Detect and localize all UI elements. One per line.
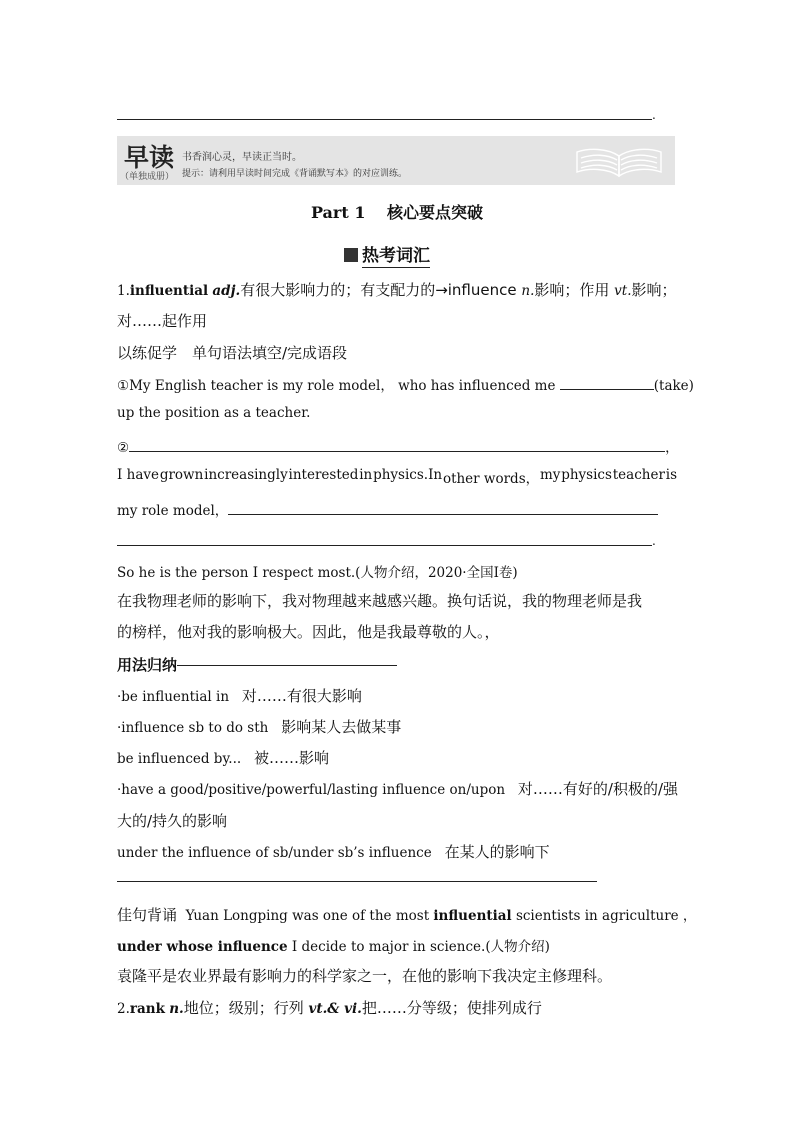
exercise-1-blank[interactable]	[560, 389, 654, 390]
exercise-2-line-2: my role model，	[117, 499, 677, 519]
exercise-1: ①My English teacher is my role model， who has influenced me (take)	[117, 378, 694, 394]
usage-item: be influenced by... 被……影响	[117, 749, 330, 767]
usage-item: ·have a good/positive/powerful/lasting influence on/upon 对……有好的/积极的/强	[117, 780, 679, 798]
exercise-2-blank-3-dot: .	[652, 534, 656, 548]
exercise-2-blank-2[interactable]	[228, 514, 658, 515]
section-title: 热考词汇	[344, 241, 430, 266]
usage-item: ·influence sb to do sth 影响某人去做某事	[117, 718, 402, 736]
banner-line-2: 提示：请利用早读时间完成《背诵默写本》的对应训练。	[182, 169, 408, 179]
entry-1-word: influential	[129, 283, 209, 299]
exercise-2-blank-1[interactable]	[129, 451, 665, 452]
usage-title-rule	[177, 665, 397, 666]
top-rule-dot: .	[652, 108, 656, 122]
exercise-2: ② ，	[117, 440, 679, 456]
entry-2-word: rank	[129, 1001, 165, 1017]
exercise-2-blank-3[interactable]	[117, 545, 652, 546]
usage-item-cont: 大的/持久的影响	[117, 812, 228, 830]
early-reading-banner	[117, 136, 675, 185]
page-heading: Part 1 核心要点突破	[310, 203, 484, 222]
usage-title: 用法归纳	[117, 654, 677, 675]
entry-1-definition-cont: 对……起作用	[117, 312, 208, 330]
usage-end-rule	[117, 881, 597, 882]
exercise-2-sentence: I have grown increasingly interested in physics.In other words， my physics teacher is	[117, 467, 677, 487]
exercise-2-source: So he is the person I respect most.(人物介绍，2020·全国Ⅰ卷)	[117, 565, 518, 581]
banner-title: 早读	[124, 143, 175, 172]
section-marker-icon	[344, 248, 358, 262]
banner-subtitle: （单独成册）	[120, 172, 175, 182]
jiaju-translation: 袁隆平是农业界最有影响力的科学家之一，在他的影响下我决定主修理科。	[117, 967, 613, 985]
practice-title: 以练促学 单句语法填空/完成语段	[117, 344, 348, 362]
jiaju-line-1: 佳句背诵 Yuan Longping was one of the most influential scientists in agriculture ，	[117, 906, 697, 924]
jiaju-line-2: under whose influence I decide to major in science.(人物介绍)	[117, 939, 550, 955]
exercise-1-cont: up the position as a teacher.	[117, 405, 311, 421]
usage-item: ·be influential in 对……有很大影响	[117, 687, 362, 705]
banner-line-1: 书香润心灵，早读正当时。	[182, 152, 302, 163]
open-book-icon	[573, 142, 665, 180]
entry-1-line: 1.influential adj.有很大影响力的；有支配力的→influence n.影响；作用 vt.影响；	[117, 281, 677, 299]
exercise-2-translation-2: 的榜样，他对我的影响极大。因此，他是我最尊敬的人。，	[117, 623, 500, 641]
top-rule	[117, 119, 652, 120]
entry-2-line: 2.rank n.地位；级别；行列 vt.& vi.把……分等级；使排列成行	[117, 999, 542, 1017]
usage-item: under the influence of sb/under sb’s influence 在某人的影响下	[117, 843, 550, 861]
exercise-2-translation-1: 在我物理老师的影响下，我对物理越来越感兴趣。换句话说，我的物理老师是我	[117, 592, 643, 610]
